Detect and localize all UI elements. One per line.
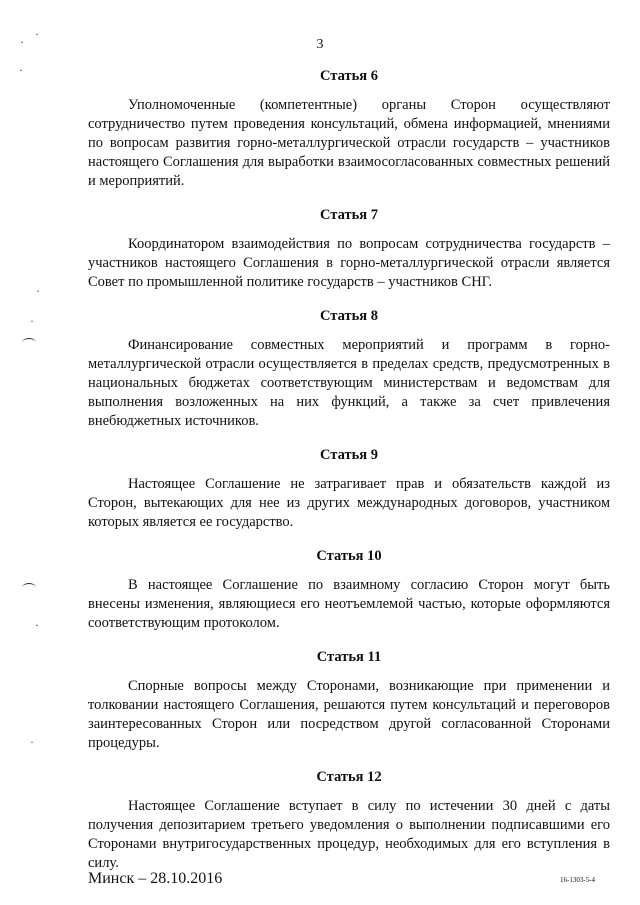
article-6 bbox=[88, 66, 610, 191]
scan-dot-mark: · bbox=[19, 63, 23, 77]
article-title: Статья 10 bbox=[316, 548, 382, 564]
article-text: Настоящее Соглашение вступает в силу по истечении 30 дней с даты получения депозитарием третьего уведомления о выполнении подписавшими его Сторонами внутригосударственных процедур, необходимых для его вступления в силу. bbox=[88, 798, 610, 871]
article-10 bbox=[88, 546, 610, 633]
article-title: Статья 8 bbox=[320, 308, 378, 324]
page-number: 3 bbox=[316, 37, 324, 52]
scan-dot-mark: · bbox=[30, 314, 34, 328]
article-text: Уполномоченные (компетентные) органы Сторон осуществляют сотрудничество путем проведения консультаций, обмена информацией, мнениями по вопросам развития горно-металлургической отрасли государств – участников настоящего Соглашения для выработки взаимосогласованных совместных решений и мероприятий. bbox=[88, 97, 610, 189]
scan-dot-mark: · bbox=[20, 35, 24, 49]
scan-arc-mark bbox=[22, 338, 36, 347]
document-body bbox=[88, 66, 610, 873]
scan-dot-mark: · bbox=[36, 284, 40, 298]
footer-doc-code: 16-1303-5-4 bbox=[560, 876, 595, 884]
article-text: Финансирование совместных мероприятий и программ в горно-металлургической отрасли осуществляется в пределах средств, предусмотренных в национальных бюджетах соответствующим министерствам и ведомствам для выполнения возложенных на них функций, а также за счет привлечения внебюджетных источников. bbox=[88, 337, 610, 429]
article-7 bbox=[88, 205, 610, 292]
article-text: Настоящее Соглашение не затрагивает прав и обязательств каждой из Сторон, вытекающих для нее из других международных договоров, участником которых является ее государство. bbox=[88, 476, 610, 530]
footer-place-date: Минск – 28.10.2016 bbox=[88, 870, 223, 887]
article-title: Статья 7 bbox=[320, 207, 378, 223]
article-title: Статья 12 bbox=[316, 769, 382, 785]
scan-dot-mark: · bbox=[35, 618, 39, 632]
article-text: В настоящее Соглашение по взаимному согласию Сторон могут быть внесены изменения, являющиеся его неотъемлемой частью, которые оформляются соответствующим протоколом. bbox=[88, 577, 610, 631]
scan-dot-mark: · bbox=[35, 27, 39, 41]
article-title: Статья 9 bbox=[320, 447, 378, 463]
article-11 bbox=[88, 647, 610, 753]
article-title: Статья 11 bbox=[316, 649, 382, 665]
scan-arc-mark bbox=[22, 583, 36, 592]
article-title: Статья 6 bbox=[320, 68, 378, 84]
article-text: Спорные вопросы между Сторонами, возникающие при применении и толковании настоящего Соглашения, решаются путем консультаций и переговоров заинтересованных Сторон или посредством другой согласованной Сторонами процедуры. bbox=[88, 678, 610, 751]
article-12 bbox=[88, 767, 610, 873]
article-text: Координатором взаимодействия по вопросам сотрудничества государств – участников настоящего Соглашения в горно-металлургической отрасли является Совет по промышленной политике государств – участников СНГ. bbox=[88, 236, 610, 290]
article-9 bbox=[88, 445, 610, 532]
scan-dot-mark: · bbox=[30, 735, 34, 749]
article-8 bbox=[88, 306, 610, 431]
